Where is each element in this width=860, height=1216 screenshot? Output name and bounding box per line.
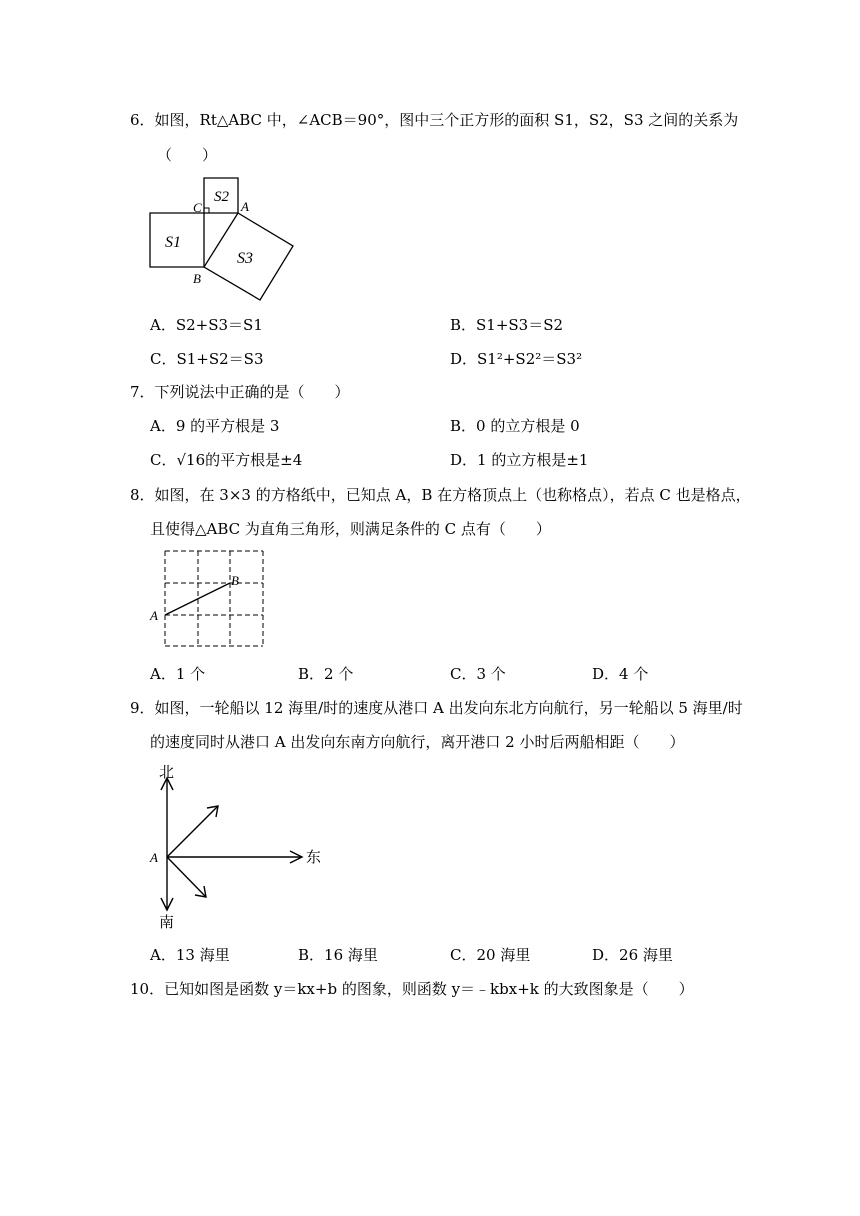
q9-stem-line2: 的速度同时从港口 A 出发向东南方向航行，离开港口 2 小时后两船相距（ ） [150,733,685,751]
q6-label-s1: S1 [165,234,181,251]
q9-stem-line1: 9．如图，一轮船以 12 海里/时的速度从港口 A 出发向东北方向航行，另一轮船以 5 海里/时 [130,699,743,717]
q9-option-d: D．26 海里 [592,946,673,964]
q8-option-c: C．3 个 [450,665,506,683]
q6-label-a: A [241,199,249,214]
q8-label-a: A [150,608,158,623]
q9-label-north: 北 [159,765,175,781]
q8-label-b: B [231,573,239,588]
q9-option-b: B．16 海里 [298,946,378,964]
q10-stem: 10．已知如图是函数 y＝kx+b 的图象，则函数 y＝﹣kbx+k 的大致图象是（ ） [130,980,694,998]
q7-option-d: D．1 的立方根是±1 [450,451,589,469]
q6-label-s2: S2 [214,189,229,205]
q7-option-a: A．9 的平方根是 3 [150,417,280,435]
q6-stem-line2: （ ） [157,146,218,164]
q8-stem-line2: 且使得△ABC 为直角三角形，则满足条件的 C 点有（ ） [150,520,551,538]
q6-option-b: B．S1+S3＝S2 [450,316,564,334]
q9-option-a: A．13 海里 [150,946,230,964]
q7-stem: 7．下列说法中正确的是（ ） [130,383,350,401]
q8-option-b: B．2 个 [298,665,354,683]
q9-label-east: 东 [306,850,322,866]
q9-label-south: 南 [159,915,175,931]
q6-label-s3: S3 [237,250,253,267]
q6-option-a: A．S2+S3＝S1 [150,316,263,334]
q8-stem-line1: 8．如图，在 3×3 的方格纸中，已知点 A，B 在方格顶点上（也称格点），若点 C 也是格点， [130,486,751,504]
q7-option-c: C．√16的平方根是±4 [150,451,303,469]
q8-option-a: A．1 个 [150,665,206,683]
q7-option-b: B．0 的立方根是 0 [450,417,580,435]
q9-label-a: A [150,850,158,865]
q6-label-b: B [193,271,201,286]
q6-stem-line1: 6．如图，Rt△ABC 中，∠ACB＝90°，图中三个正方形的面积 S1，S2，S3 之间的关系为 [130,111,739,129]
q6-option-c: C．S1+S2＝S3 [150,350,264,368]
q6-label-c: C [193,200,202,215]
q6-option-d: D．S1²+S2²＝S3² [450,350,583,368]
q8-option-d: D．4 个 [592,665,649,683]
q9-option-c: C．20 海里 [450,946,531,964]
